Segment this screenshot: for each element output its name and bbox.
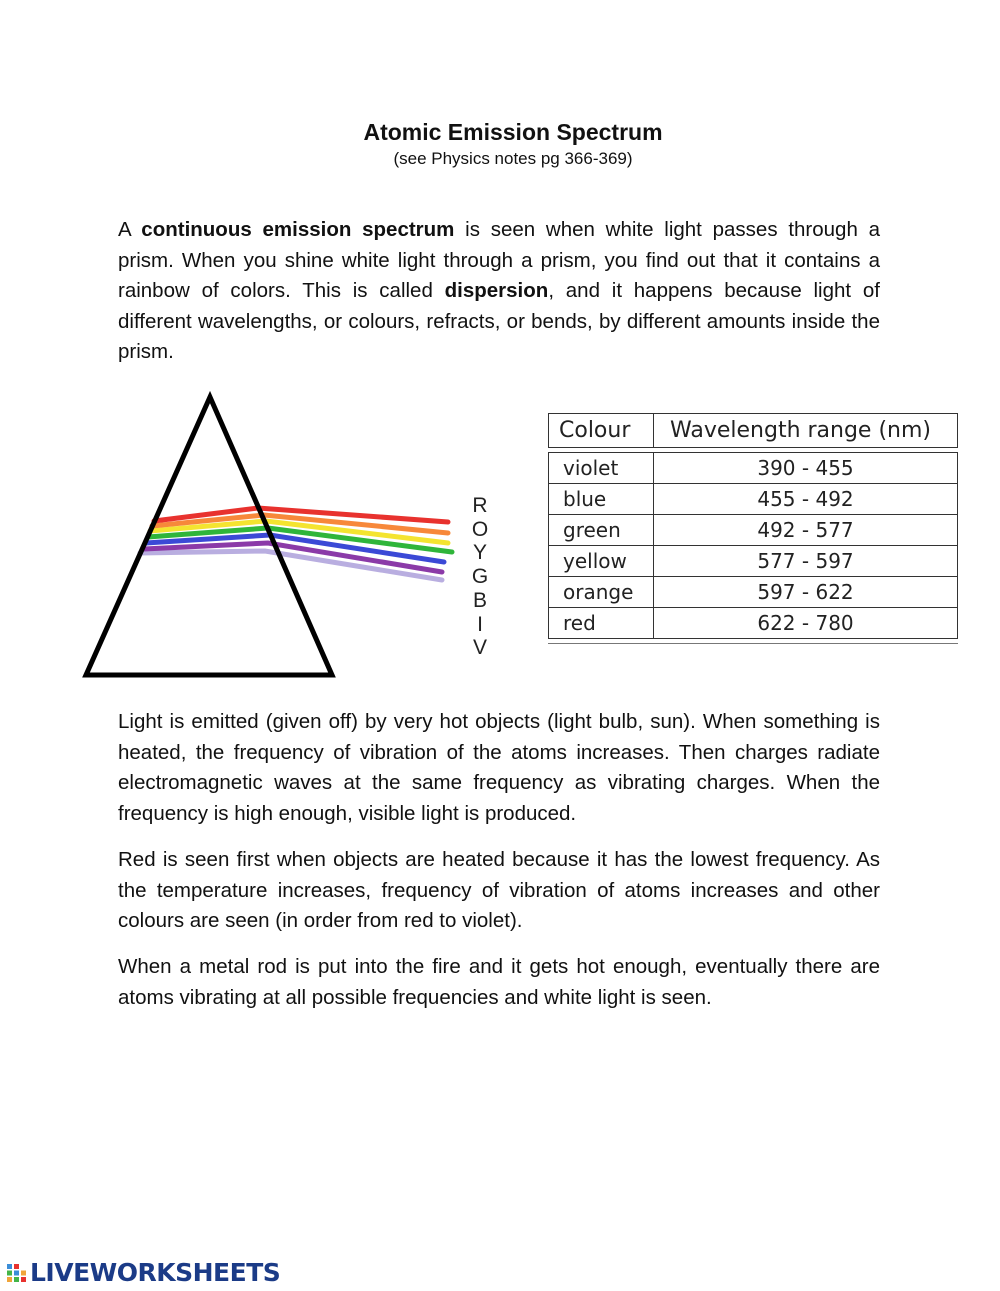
cell-range: 622 - 780 [654,608,958,639]
cell-colour: blue [549,484,654,515]
prism-diagram [80,385,460,685]
cell-colour: green [549,515,654,546]
term-dispersion: dispersion [444,279,549,302]
white-light-paragraph: When a metal rod is put into the fire and it gets hot enough, eventually there are atoms vibrating at all possible frequencies and white light is seen. [118,955,880,1009]
spectrum-rays [140,508,452,580]
term-continuous-spectrum: continuous emission spectrum [141,218,455,241]
emission-paragraph: Light is emitted (given off) by very hot objects (light bulb, sun). When something is heated, the frequency of vibration of the atoms increases. Then charges radiate electromagnetic waves at the same frequency as vibrating charges. When the frequency is high enough, visible light is produced. [118,710,880,825]
cell-range: 577 - 597 [654,546,958,577]
cell-colour: orange [549,577,654,608]
cell-colour: violet [549,453,654,484]
col-header-wavelength: Wavelength range (nm) [654,414,958,448]
letter-o: O [471,517,489,541]
letter-v: V [472,636,487,660]
table-row [549,453,958,484]
table-row [549,608,958,639]
spectrum-letter-column [468,494,492,660]
letter-b: B [472,588,487,612]
cell-colour: red [549,608,654,639]
cell-range: 597 - 622 [654,577,958,608]
table-row [549,515,958,546]
cell-range: 492 - 577 [654,515,958,546]
letter-g: G [471,565,489,589]
table-row [549,577,958,608]
table-row [549,484,958,515]
page-subtitle: (see Physics notes pg 366-369) [393,149,633,168]
col-header-colour: Colour [549,414,654,448]
prism-triangle [86,397,332,675]
wavelength-table [548,413,958,639]
cell-range: 455 - 492 [654,484,958,515]
letter-y: Y [472,541,487,565]
table-underline [548,643,958,644]
red-first-paragraph: Red is seen first when objects are heated because it has the lowest frequency. As the temperature increases, frequency of vibration of atoms increases and other colours are seen (in order from red to violet). [118,848,880,932]
page-title: Atomic Emission Spectrum [363,119,663,145]
table-header-row [549,414,958,448]
cell-range: 390 - 455 [654,453,958,484]
cell-colour: yellow [549,546,654,577]
letter-i: I [477,612,483,636]
table-row [549,546,958,577]
logo-text: LIVEWORKSHEETS [30,1258,281,1287]
logo-icon [6,1262,28,1284]
liveworksheets-logo[interactable] [6,1258,280,1287]
letter-r: R [472,494,488,517]
intro-paragraph: A continuous emission spectrum is seen when white light passes through a prism. When you shine white light through a prism, you find out that it contains a rainbow of colors. This is called dispersion, and it happens because light of different wavelengths, or colours, refracts, or bends, by different amounts inside the prism. [118,218,880,363]
